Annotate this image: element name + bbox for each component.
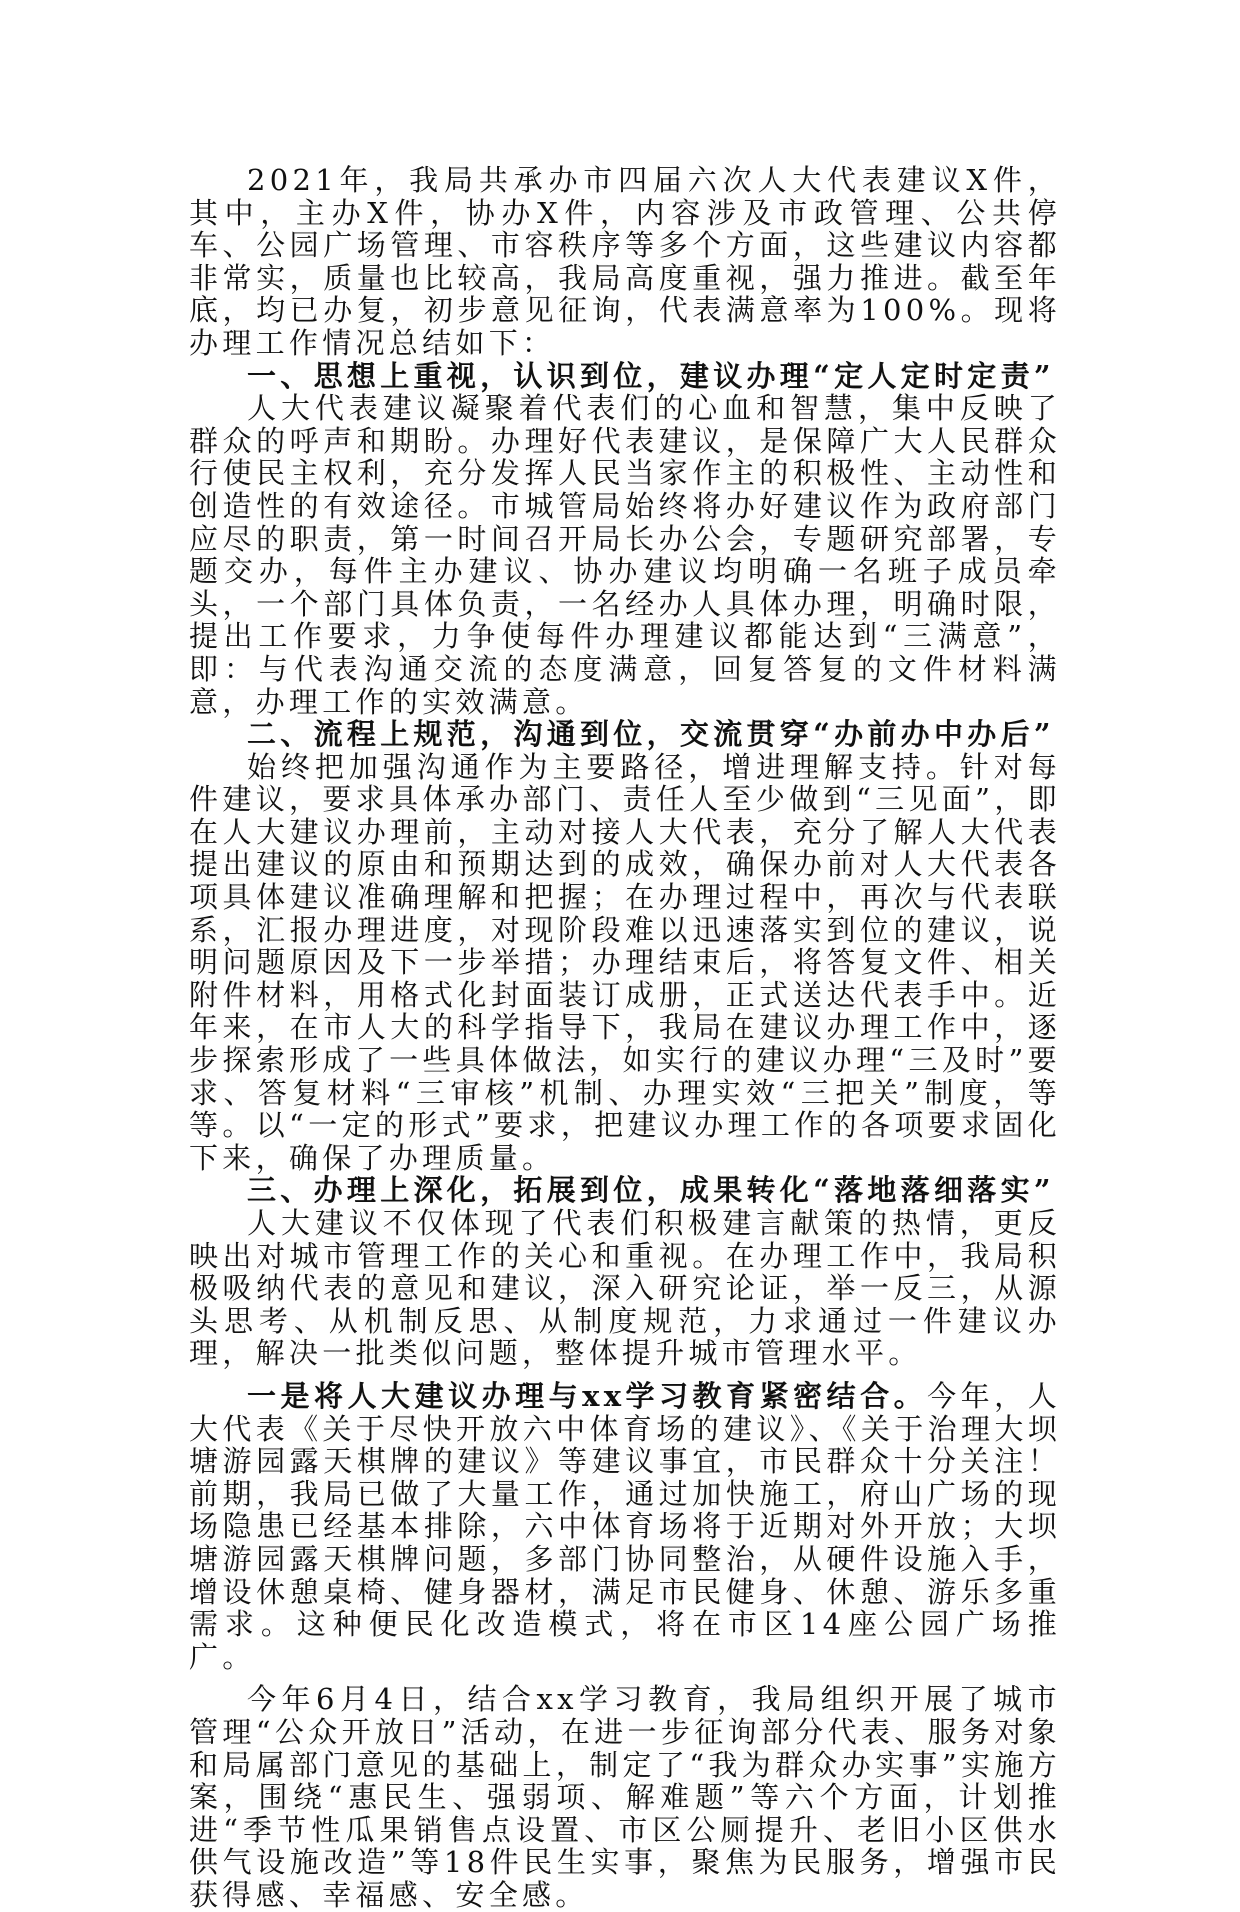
section2-heading: 二、流程上规范，沟通到位，交流贯穿“办前办中办后”: [247, 717, 1055, 752]
point1-lead: 一是将人大建议办理与xx学习教育紧密结合。: [247, 1378, 928, 1413]
point1-followup-paragraph: 今年6月4日，结合xx学习教育，我局组织开展了城市管理“公众开放日”活动，在进一步征询部分代表、服务对象和局属部门意见的基础上，制定了“我为群众办实事”实施方案，围绕“惠民生、强弱项、解难题”等六个方面，计划推进“季节性瓜果销售点设置、市区公厕提升、老旧小区供水供气设施改造”等18件民生实事，聚焦为民服务，增强市民获得感、幸福感、安全感。: [189, 1682, 1061, 1912]
section3-paragraph: 人大建议不仅体现了代表们积极建言献策的热情，更反映出对城市管理工作的关心和重视。在办理工作中，我局积极吸纳代表的意见和建议，深入研究论证，举一反三，从源头思考、从机制反思、从制度规范，力求通过一件建议办理，解决一批类似问题，整体提升城市管理水平。: [189, 1206, 1061, 1371]
document-page: [189, 164, 1061, 1911]
section1-paragraph: 人大代表建议凝聚着代表们的心血和智慧，集中反映了群众的呼声和期盼。办理好代表建议，是保障广大人民群众行使民主权利，充分发挥人民当家作主的积极性、主动性和创造性的有效途径。市城管局始终将办好建议作为政府部门应尽的职责，第一时间召开局长办公会，专题研究部署，专题交办，每件主办建议、协办建议均明确一名班子成员牵头，一个部门具体负责，一名经办人具体办理，明确时限，提出工作要求，力争使每件办理建议都能达到“三满意”，即：与代表沟通交流的态度满意，回复答复的文件材料满意，办理工作的实效满意。: [189, 391, 1061, 719]
point1-paragraph: [189, 1380, 1061, 1673]
section3-heading: 三、办理上深化，拓展到位，成果转化“落地落细落实”: [247, 1173, 1055, 1208]
point1-body: 今年，人大代表《关于尽快开放六中体育场的建议》、《关于治理大坝塘游园露天棋牌的建议》等建议事宜，市民群众十分关注！前期，我局已做了大量工作，通过加快施工，府山广场的现场隐患已经基本排除，六中体育场将于近期对外开放；大坝塘游园露天棋牌问题，多部门协同整治，从硬件设施入手，增设休憩桌椅、健身器材，满足市民健身、休憩、游乐多重需求。这种便民化改造模式，将在市区14座公园广场推广。: [189, 1378, 1061, 1674]
intro-paragraph: 2021年，我局共承办市四届六次人大代表建议X件，其中，主办X件，协办X件，内容涉及市政管理、公共停车、公园广场管理、市容秩序等多个方面，这些建议内容都非常实，质量也比较高，我局高度重视，强力推进。截至年底，均已办复，初步意见征询，代表满意率为100%。现将办理工作情况总结如下：: [189, 163, 1061, 360]
section2-paragraph: 始终把加强沟通作为主要路径，增进理解支持。针对每件建议，要求具体承办部门、责任人至少做到“三见面”，即在人大建议办理前，主动对接人大代表，充分了解人大代表提出建议的原由和预期达到的成效，确保办前对人大代表各项具体建议准确理解和把握；在办理过程中，再次与代表联系，汇报办理进度，对现阶段难以迅速落实到位的建议，说明问题原因及下一步举措；办理结束后，将答复文件、相关附件材料，用格式化封面装订成册，正式送达代表手中。近年来，在市人大的科学指导下，我局在建议办理工作中，逐步探索形成了一些具体做法，如实行的建议办理“三及时”要求、答复材料“三审核”机制、办理实效“三把关”制度，等等。以“一定的形式”要求，把建议办理工作的各项要求固化下来，确保了办理质量。: [189, 749, 1061, 1175]
section1-heading: 一、思想上重视，认识到位，建议办理“定人定时定责”: [247, 358, 1055, 393]
